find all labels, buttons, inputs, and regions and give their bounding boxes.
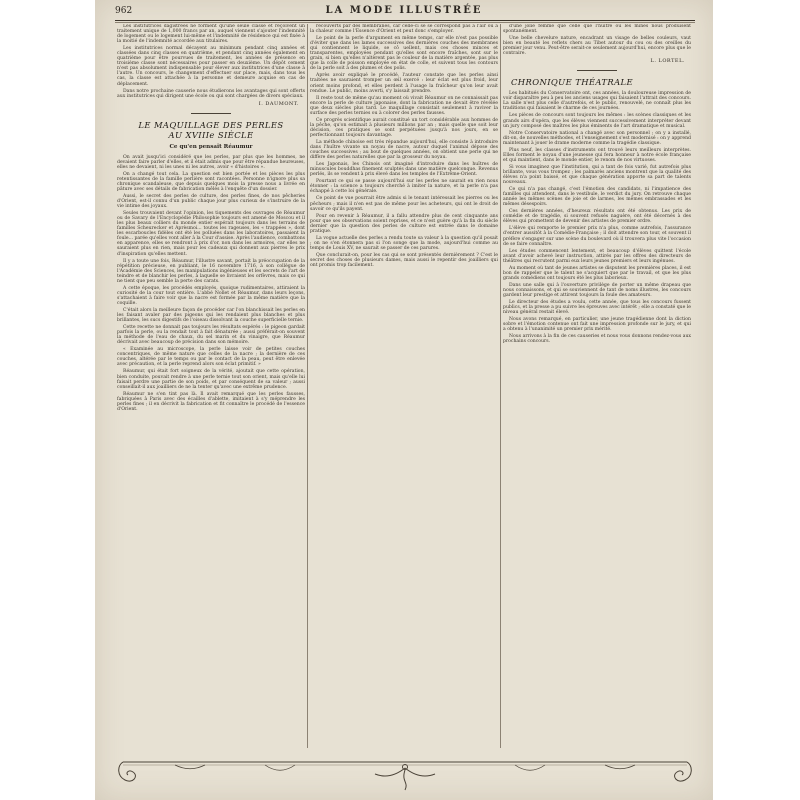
article-paragraph: recouverts par des membranes, car celle-ci se se correspond pas à l'air ou à la chaleur comme l'Essence d'Orient et peut donc s'employer.: [310, 24, 498, 35]
page-header: [95, 5, 713, 19]
ornament-border-icon: [115, 756, 695, 796]
intro-paragraph: Dans notre prochaine causerie nous étudierons les avantages qui sont offerts aux institutrices qui dirigent une école ou qui sont chargées de divers spéciaux.: [117, 88, 305, 99]
chronicle-paragraph: Le directeur des études a voulu, cette année, que tous les concours fussent publics, et la presse a pu suivre les épreuves avec intérêt ; elle a constaté que le niveau général restait élevé.: [503, 300, 691, 316]
intro-paragraph: Les institutrices dagistrées ne forment qu'une seule classe et reçoivent un traitement unique de 1,000 francs par an, auquel viennent s'ajouter l'indemnité de logement ou le logement lui-même et l'indemnité de résidence qui est fixée à la moitié de l'indemnité accordée aux titulaires.: [117, 24, 305, 45]
chronicle-paragraph: Au moment où tant de jeunes artistes se disputent les premières places, il est bon de rappeler que le talent ne s'acquiert que par le travail, et que les plus grands comédiens ont toujours été les plus laborieux.: [503, 265, 691, 281]
journal-title: LA MODE ILLUSTRÉE: [325, 5, 483, 16]
header-rule: [115, 20, 695, 21]
footer-ornament: [115, 756, 695, 794]
page-number: 962: [115, 6, 133, 16]
chronicle-paragraph: Ce qui n'a pas changé, c'est l'émotion des candidats, ni l'impatience des familles qui attendent, dans le vestibule, le verdict du jury. On retrouve chaque année les mêmes scènes de joie et de larmes, les mêmes embrassades et les mêmes désespoirs.: [503, 187, 691, 208]
author-signature: I. DAUMONT.: [258, 100, 299, 107]
intro-paragraph: d'une jolie femme que celle que l'huître ou les mines nous produisent spontanément.: [503, 24, 691, 35]
magazine-page: [95, 0, 713, 800]
column-left: [117, 24, 305, 754]
article-paragraph: Cette recette ne donnait pas toujours les résultats espérés : le pigeon gardait parfois la perle, ou la rendait tout à fait dénaturée ; aussi préférait-on souvent la méthode de l'eau de chaux, du sel marin et du vinaigre, que Réaumur décrivait avec beaucoup de précision dans son mémoire.: [117, 325, 305, 346]
article-title-line-1: LE MAQUILLAGE DES PERLES: [138, 119, 284, 130]
chronicle-paragraph: L'élève qui remporte le premier prix n'a plus, comme autrefois, l'assurance d'entrer aussitôt à la Comédie-Française ; il doit attendre son tour, et souvent il préfère s'engager sur une scène du boulevard où il trouvera plus vite l'occasion de se faire connaître.: [503, 226, 691, 247]
article-paragraph: Pour en revenir à Réaumur, il a fallu attendre plus de cent cinquante ans pour que ses observations soient reprises, et ce n'est guère qu'à la fin du siècle dernier que la question des perles de culture est entrée dans le domaine pratique.: [310, 213, 498, 234]
article-paragraph: Il y a toute une fois, Réaumur, l'illustre savant, portait la préoccupation de la répétition précieuse, en publiant, le 16 novembre 1716, à son collègue de l'Académie des Sciences, les manipulations ingénieuses et les secrets de l'art de teindre et de blanchir les perles, à laquelle se livraient les orfèvres, mais ce qui ne tient que peu semble la perte des carats.: [117, 258, 305, 284]
article-paragraph: Que conclurait-on, pour les cas qui se sont présentés dernièrement ? C'est le secret des choses de plusieurs dames, mais aussi le repentir des joailliers qui ont promis trop facilement.: [310, 252, 498, 269]
column-middle: [310, 24, 498, 754]
article-paragraph: Réaumur, qui était fort soigneux de la vérité, ajoutait que cette opération, bien conduite, pouvait rendre à une perle ternie tout son orient, mais qu'elle lui faisait perdre une partie de son poids, et par conséquent de sa valeur ; aussi conseillait-il aux joailliers de ne la tenter qu'avec une extrême prudence.: [117, 369, 305, 390]
article-paragraph: « Examinée au microscope, la perle laisse voir de petites couches concentriques, de même nature que celles de la nacre ; la dernière de ces couches, altérée par le temps ou par le contact de la peau, peut être enlevée avec précaution, et la perle reprend alors son éclat primitif. »: [117, 347, 305, 368]
article-paragraph: Ce point de vue pourrait être admis si le tenant intéressait les pierres ou les pêcheurs ; mais il n'en est pas de même pour les acheteurs, qui ont le droit de savoir ce qu'ils payent.: [310, 196, 498, 212]
article-paragraph: Il reste tout de même qu'au moment où vivait Réaumur on ne connaissait pas encore la perle de culture japonaise, dont la fabrication ne devait être révélée que deux siècles plus tard. Le maquillage consistait seulement à raviver la surface des perles ternies ou à colorer des perles fausses.: [310, 95, 498, 116]
section-title: CHRONIQUE THÉATRALE: [511, 77, 634, 88]
article-paragraph: La méthode chinoise est très répandue aujourd'hui, elle consiste à introduire dans l'huître vivante un noyau de nacre, autour duquel l'animal dépose des couches successives ; au bout de quelques années, on obtient une perle qui ne diffère des perles naturelles que par la grosseur du noyau.: [310, 139, 498, 161]
chronicle-paragraph: Les habitués du Conservatoire ont, ces années, la douloureuse impression de voir disparaître peu à peu les anciens usages qui faisaient l'attrait des concours. La salle n'est plus celle d'autrefois, et le public, renouvelé, ne connaît plus les traditions qui faisaient le charme de ces journées.: [503, 91, 691, 112]
article-paragraph: La vogue actuelle des perles a rendu toute sa valeur à la question qu'il posait ; on ne s'en étonnera pas si l'on songe que la mode, aujourd'hui comme au temps de Louis XV, ne saurait se passer de ces parures.: [310, 235, 498, 251]
chronicle-paragraph: Les pièces de concours sont toujours les mêmes : les scènes classiques et les grands airs d'opéra, que les élèves viennent successivement interpréter devant un jury composé des maîtres les plus éminents de l'art dramatique et musical.: [503, 113, 691, 129]
chronicle-paragraph: Nous avons remarqué, en particulier, une jeune tragédienne dont la diction sobre et l'émotion contenue ont fait une impression profonde sur le jury, et qui a obtenu à l'unanimité un premier prix mérité.: [503, 317, 691, 333]
closing-line: Nous arrivons à la fin de ces causeries et nous vous donnons rendez-vous aux prochains concours.: [503, 334, 691, 345]
separator: [577, 70, 617, 71]
chronicle-paragraph: Ces dernières années, d'heureux résultats ont été obtenus. Les prix de comédie et de tragédie, si souvent refusés naguère, ont été décernés à des élèves qui promettent de devenir des artistes de premier ordre.: [503, 209, 691, 225]
header-rule-thin: [115, 22, 695, 23]
article-paragraph: Les Japonais, les Chinois ont imaginé d'introduire dans les huîtres de minuscules bouddhas finement sculptés dans une matière quelconque. Revenus perlés, ils se vendent à prix élevé dans les temples de l'Extrême-Orient.: [310, 162, 498, 178]
article-paragraph: Pourtant ce qui se passe aujourd'hui sur les perles ne saurait en rien nous étonner : la science a toujours cherché à imiter la nature, et la perle n'a pas échappé à cette loi générale.: [310, 179, 498, 195]
article-paragraph: Réaumur ne s'en tint pas là. Il avait remarqué que les perles fausses, fabriquées à Paris avec des écailles d'ablette, imitaient à s'y méprendre les perles fines ; il en décrivit la fabrication et fit connaître le procédé de l'essence d'Orient.: [117, 391, 305, 412]
article-paragraph: Seules trouvaient devant l'opinion, les tiquements des ouvrages de Réaumur ou de Savary de l'Encyclopédie Philosophie toujours est amené de Moscou et il les plus beaux colliers du monde entier espérait toujours dans les terrains de familles Scheurecker et Aprèsmoi... toutes les rageuses, les « trappées », dont les escarboucles fidèles ont été les polluées dans les laboratoires, passaient la foule... parée qu'elles vont aller à la Cour d'assise. Après l'audience, combattons en apparence, elles se rendront à prix d'or, non dans les armoires, car elles ne sauraient plus en rien, mais pour les cadeaux qui donnent aux pierres le prix d'inspiration qu'elles mettent.: [117, 211, 305, 257]
article-paragraph: A cette époque, les procédés employés, quoique rudimentaires, attiraient la curiosité de la cour tout entière. L'abbé Nollet et Réaumur, dans leurs leçons, s'attachaient à faire voir que la nacre est formée par la même matière que la coquille.: [117, 285, 305, 306]
article-paragraph: On a changé tout cela. La question est bien portée et les pièces les plus retentissantes de la famille perlière sont racontées. Personne n'ignore plus sa chronique scandaleuse, que depuis quelques mois la presse nous a livrée en pâture avec ses détails de fabrication mêlés à l'enquête d'un dossier.: [117, 171, 305, 192]
chronicle-paragraph: Si vous imaginez que l'institution, qui a tant de fois varié, fut autrefois plus brillante, vous vous trompez ; les palmarès anciens montrent que la qualité des élèves n'a point baissé, et que chaque génération apporte sa part de talents nouveaux.: [503, 164, 691, 186]
article-paragraph: Aussi, le secret des perles de culture, des perles fines, de nos pêcheries d'Orient, est-il connu d'un public chaque jour plus curieux de s'instruire de la vie intime des joyaux.: [117, 193, 305, 210]
article-paragraph: Après avoir expliqué le procédé, l'auteur constate que les perles ainsi traitées ne sauraient tromper un œil exercé : leur éclat est plus froid, leur orient moins profond, et elles perdent à l'usage la fraîcheur qu'on leur avait rendue. Le public, moins averti, s'y laissait prendre.: [310, 73, 498, 94]
column-right: [503, 24, 691, 754]
separator: [191, 113, 231, 114]
article-paragraph: C'était alors la meilleure façon de procéder car l'on blanchissait les perles en les faisant avaler par des pigeons qui les rendaient plus blanches et plus brillantes, les sucs digestifs de l'oiseau dissolvant la couche superficielle ternie.: [117, 307, 305, 324]
chronicle-paragraph: Les études commencent lentement, et beaucoup d'élèves quittent l'école avant d'avoir achevé leur instruction, attirés par les offres des directeurs de théâtres qui recrutent parmi eux leurs jeunes premiers et leurs ingénues.: [503, 248, 691, 264]
article-paragraph: On avait jusqu'ici considéré que les perles, par plus que les hommes, ne devaient faire parler d'elles, et il était admis que pour être répandue heureuses, elles ne devaient, ni les unes ni les autres, avoir « d'histoires ».: [117, 154, 305, 170]
author-signature: L. LORTEL.: [650, 58, 685, 65]
article-paragraph: Le point de la perle d'argument en même temps, car elle n'est pas possible d'éviter que dans les lames successives des dernières couches des membranes qui contiennent le liquide, se cô uellent, mais ces choses minces et transparentes, employées pendant qu'elles sont encore fraîches, sont sur le grain, si bien qu'elles n'altèrent pas le couleur de la matière argentée, pas plus que la colle de poisson employée en état de colle, et suivent tous les contours de la perle soit à des plumes et des polis.: [310, 36, 498, 72]
article-paragraph: Ce progrès scientifique aurait constitué un tort considérable aux hommes de la pêche, qu'on estimait à plusieurs millions par an ; mais quelle que soit leur décision, ces pratiques se sont perpétuées jusqu'à nos jours, en se perfectionnant toujours davantage.: [310, 117, 498, 138]
intro-paragraph: Les institutrices normal décayent au minimum pendant cinq années et classées dans cinq classes en quatrième, et pendant cinq années également en quatrième pour être pourvues de traitement, les années de présence en troisième classe sont nécessaires pour passer en deuxième. Un dépôt cement n'est pas absolument indispensable pour élever aux institutrices d'une classe à l'autre. Un concours, le changement d'effectuer sur place, mais, dans tous les cas, la classe est attachée à la personne et demeure acquise en cas de déplacement.: [117, 46, 305, 87]
article-title: [117, 120, 305, 140]
column-divider-1: [307, 24, 308, 748]
intro-paragraph: Une belle chevelure nature, encadrant un visage de belles couleurs, vaut bien en beauté les reflets chers au Tibet autour du cou ou des oreilles du premier jour venu. Peut-être serait-ce seulement aujourd'hui, encore plus que le contraire.: [503, 36, 691, 57]
column-divider-2: [500, 24, 501, 748]
chronicle-paragraph: Notre Conservatoire national a changé avec son personnel ; on y a installé, dit-on, de nouvelles méthodes, et l'enseignement s'est modernisé : on y apprend maintenant à jouer le drame moderne comme la tragédie classique.: [503, 130, 691, 146]
article-subtitle: Ce qu'en pensait Réaumur: [169, 143, 253, 150]
chronicle-paragraph: Plus neuf, les classes d'instruments ont trouvé leurs meilleurs interprètes. Elles forment le noyau d'une jeunesse qui fera honneur à notre école française et qui maintient, dans le monde entier, le renom de nos virtuoses.: [503, 147, 691, 163]
article-title-line-2: AU XVIIIe SIÈCLE: [168, 129, 254, 140]
chronicle-paragraph: Dans une salle qui à l'ouverture privilège de porter un même drapeau que nous connaissons, et qui se souviennent de tant de noms illustres, les concours gardent leur prestige et attirent toujours la foule des amateurs.: [503, 282, 691, 298]
